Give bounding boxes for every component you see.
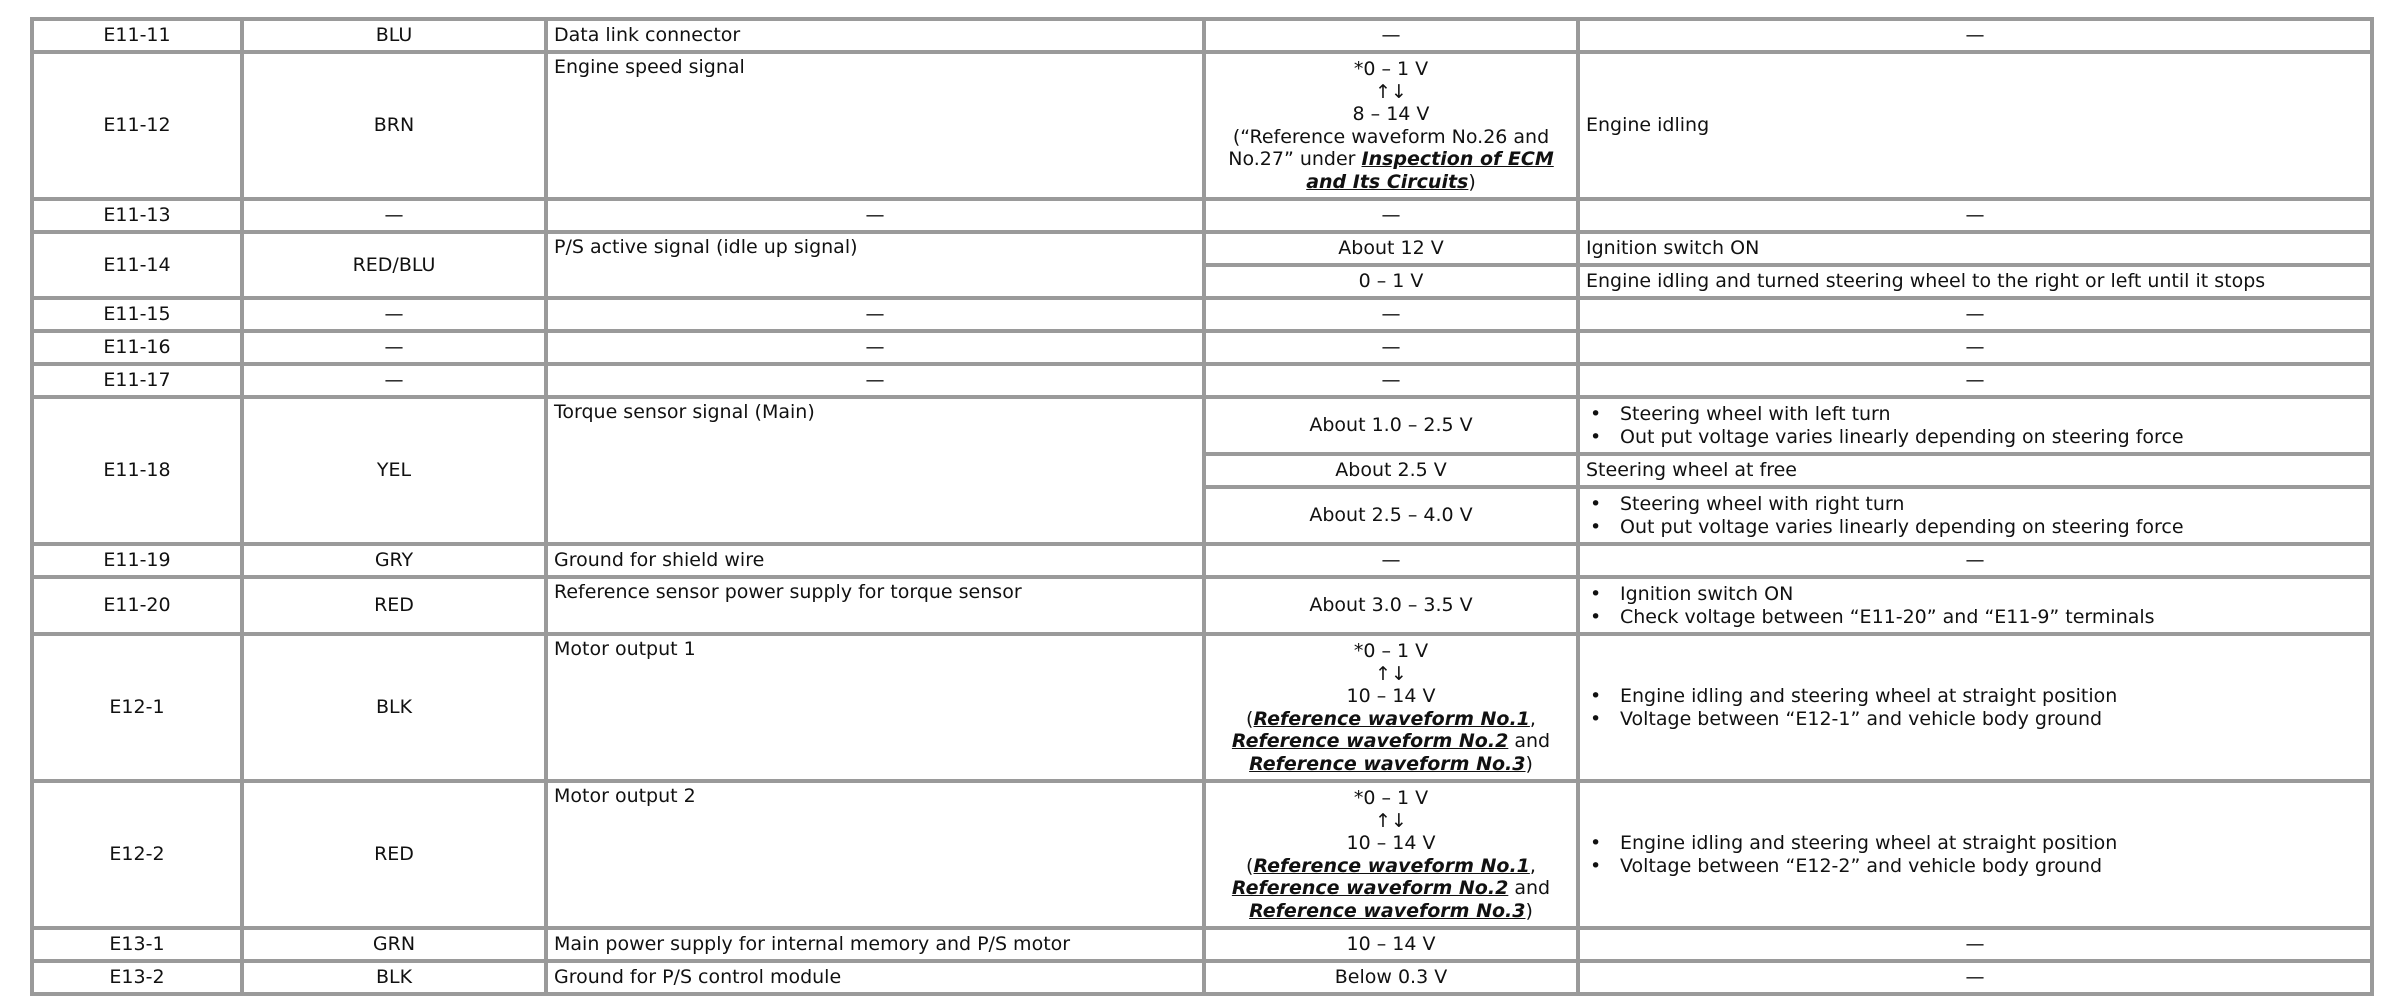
circuit-cell: Reference sensor power supply for torque sensor: [546, 577, 1204, 634]
voltage-cell: [1204, 634, 1578, 781]
list-item: • Check voltage between “E11-20” and “E11-9” terminals: [1620, 606, 2364, 629]
voltage-line: *0 – 1 V: [1353, 787, 1429, 809]
table-row: [32, 298, 2372, 331]
table-row: [32, 52, 2372, 199]
voltage-cell: Below 0.3 V: [1204, 961, 1578, 994]
circuit-cell: Ground for P/S control module: [546, 961, 1204, 994]
reference-waveform-2-link[interactable]: Reference waveform No.2: [1231, 730, 1509, 752]
voltage-cell: About 2.5 – 4.0 V: [1204, 487, 1578, 544]
reference-waveform-2-link[interactable]: Reference waveform No.2: [1231, 877, 1509, 899]
paren: (: [1246, 707, 1254, 730]
conjunction: and: [1508, 730, 1551, 752]
circuit-cell: —: [546, 364, 1204, 397]
table-row: [32, 364, 2372, 397]
wire-color-cell: BLK: [242, 961, 546, 994]
comma: ,: [1529, 854, 1536, 877]
condition-cell: —: [1578, 364, 2372, 397]
table-row: [32, 19, 2372, 52]
terminal-cell: E11-17: [32, 364, 242, 397]
condition-list: [1586, 832, 2364, 877]
circuit-cell: Engine speed signal: [546, 52, 1204, 199]
reference-line: [1212, 855, 1570, 878]
table-row: [32, 232, 2372, 265]
voltage-cell: —: [1204, 331, 1578, 364]
terminal-cell: E11-12: [32, 52, 242, 199]
condition-cell: [1578, 781, 2372, 928]
table-row: [32, 331, 2372, 364]
reference-line: [1212, 730, 1570, 753]
voltage-line: 8 – 14 V: [1352, 103, 1430, 125]
condition-cell: —: [1578, 544, 2372, 577]
voltage-note: [1212, 148, 1570, 193]
terminal-voltage-table: [30, 17, 2374, 996]
voltage-line: *0 – 1 V: [1353, 58, 1429, 80]
wire-color-cell: BLK: [242, 634, 546, 781]
wire-color-cell: —: [242, 364, 546, 397]
condition-cell: [1578, 487, 2372, 544]
table-row: [32, 199, 2372, 232]
condition-list: [1586, 583, 2364, 628]
table-row: [32, 928, 2372, 961]
paren: (: [1246, 854, 1254, 877]
voltage-cell: [1204, 52, 1578, 199]
voltage-cell: —: [1204, 364, 1578, 397]
voltage-cell: About 3.0 – 3.5 V: [1204, 577, 1578, 634]
reference-waveform-1-link[interactable]: Reference waveform No.1: [1253, 707, 1530, 730]
condition-cell: Ignition switch ON: [1578, 232, 2372, 265]
circuit-cell: —: [546, 331, 1204, 364]
circuit-cell: Ground for shield wire: [546, 544, 1204, 577]
list-item: • Out put voltage varies linearly depending on steering force: [1620, 516, 2364, 539]
reference-line: [1212, 877, 1570, 900]
voltage-note-text: No.27” under: [1228, 148, 1362, 170]
table-row: [32, 781, 2372, 928]
paren: ): [1525, 752, 1533, 775]
condition-cell: —: [1578, 961, 2372, 994]
voltage-line: 10 – 14 V: [1346, 685, 1436, 707]
conjunction: and: [1508, 877, 1551, 899]
table-row: [32, 634, 2372, 781]
terminal-cell: E11-13: [32, 199, 242, 232]
condition-cell: —: [1578, 331, 2372, 364]
circuit-cell: Main power supply for internal memory and P/S motor: [546, 928, 1204, 961]
list-item: • Out put voltage varies linearly depending on steering force: [1620, 426, 2364, 449]
condition-cell: [1578, 577, 2372, 634]
voltage-cell: 10 – 14 V: [1204, 928, 1578, 961]
table-row: [32, 544, 2372, 577]
wire-color-cell: GRN: [242, 928, 546, 961]
voltage-cell: —: [1204, 19, 1578, 52]
wire-color-cell: —: [242, 331, 546, 364]
condition-list: [1586, 403, 2364, 448]
table-row: [32, 397, 2372, 454]
voltage-cell: About 2.5 V: [1204, 454, 1578, 487]
reference-waveform-3-link[interactable]: Reference waveform No.3: [1249, 899, 1526, 922]
terminal-cell: E13-1: [32, 928, 242, 961]
voltage-line: *0 – 1 V: [1353, 640, 1429, 662]
circuit-cell: —: [546, 199, 1204, 232]
terminal-cell: E11-19: [32, 544, 242, 577]
voltage-arrow: ↑↓: [1375, 809, 1407, 832]
circuit-cell: Motor output 2: [546, 781, 1204, 928]
voltage-arrow: ↑↓: [1375, 662, 1407, 685]
wire-color-cell: BRN: [242, 52, 546, 199]
condition-list: [1586, 493, 2364, 538]
reference-line: [1212, 753, 1570, 776]
terminal-table-sheet: [30, 17, 2370, 996]
wire-color-cell: RED: [242, 781, 546, 928]
terminal-cell: E11-14: [32, 232, 242, 298]
wire-color-cell: —: [242, 298, 546, 331]
condition-cell: [1578, 397, 2372, 454]
condition-cell: —: [1578, 298, 2372, 331]
reference-waveform-1-link[interactable]: Reference waveform No.1: [1253, 854, 1530, 877]
wire-color-cell: BLU: [242, 19, 546, 52]
terminal-cell: E12-1: [32, 634, 242, 781]
list-item: • Voltage between “E12-1” and vehicle body ground: [1620, 708, 2364, 731]
list-item: • Steering wheel with left turn: [1620, 403, 2364, 426]
list-item: • Voltage between “E12-2” and vehicle body ground: [1620, 855, 2364, 878]
condition-cell: —: [1578, 199, 2372, 232]
terminal-cell: E11-11: [32, 19, 242, 52]
voltage-line: 10 – 14 V: [1346, 832, 1436, 854]
wire-color-cell: RED: [242, 577, 546, 634]
circuit-cell: Data link connector: [546, 19, 1204, 52]
reference-waveform-3-link[interactable]: Reference waveform No.3: [1249, 752, 1526, 775]
wire-color-cell: RED/BLU: [242, 232, 546, 298]
voltage-cell: —: [1204, 544, 1578, 577]
voltage-cell: —: [1204, 298, 1578, 331]
voltage-arrow: ↑↓: [1375, 80, 1407, 103]
terminal-cell: E11-16: [32, 331, 242, 364]
voltage-cell: About 12 V: [1204, 232, 1578, 265]
wire-color-cell: GRY: [242, 544, 546, 577]
circuit-cell: P/S active signal (idle up signal): [546, 232, 1204, 298]
list-item: • Engine idling and steering wheel at straight position: [1620, 685, 2364, 708]
condition-cell: Steering wheel at free: [1578, 454, 2372, 487]
terminal-cell: E11-18: [32, 397, 242, 544]
condition-cell: Engine idling: [1578, 52, 2372, 199]
list-item: • Ignition switch ON: [1620, 583, 2364, 606]
voltage-cell: [1204, 781, 1578, 928]
circuit-cell: —: [546, 298, 1204, 331]
paren: ): [1525, 899, 1533, 922]
voltage-cell: —: [1204, 199, 1578, 232]
terminal-cell: E11-20: [32, 577, 242, 634]
condition-cell: [1578, 634, 2372, 781]
voltage-cell: About 1.0 – 2.5 V: [1204, 397, 1578, 454]
wire-color-cell: YEL: [242, 397, 546, 544]
terminal-cell: E11-15: [32, 298, 242, 331]
reference-line: [1212, 900, 1570, 923]
voltage-cell: 0 – 1 V: [1204, 265, 1578, 298]
condition-cell: —: [1578, 928, 2372, 961]
table-row: [32, 577, 2372, 634]
terminal-cell: E13-2: [32, 961, 242, 994]
table-row: [32, 961, 2372, 994]
condition-cell: —: [1578, 19, 2372, 52]
inspection-of-ecm-link[interactable]: Inspection of ECM and Its Circuits: [1306, 148, 1554, 193]
list-item: • Steering wheel with right turn: [1620, 493, 2364, 516]
condition-list: [1586, 685, 2364, 730]
circuit-cell: Motor output 1: [546, 634, 1204, 781]
paren: ): [1468, 170, 1476, 193]
condition-cell: Engine idling and turned steering wheel to the right or left until it stops: [1578, 265, 2372, 298]
wire-color-cell: —: [242, 199, 546, 232]
circuit-cell: Torque sensor signal (Main): [546, 397, 1204, 544]
terminal-cell: E12-2: [32, 781, 242, 928]
reference-line: [1212, 708, 1570, 731]
comma: ,: [1529, 707, 1536, 730]
voltage-note: (“Reference waveform No.26 and: [1232, 125, 1550, 148]
list-item: • Engine idling and steering wheel at straight position: [1620, 832, 2364, 855]
